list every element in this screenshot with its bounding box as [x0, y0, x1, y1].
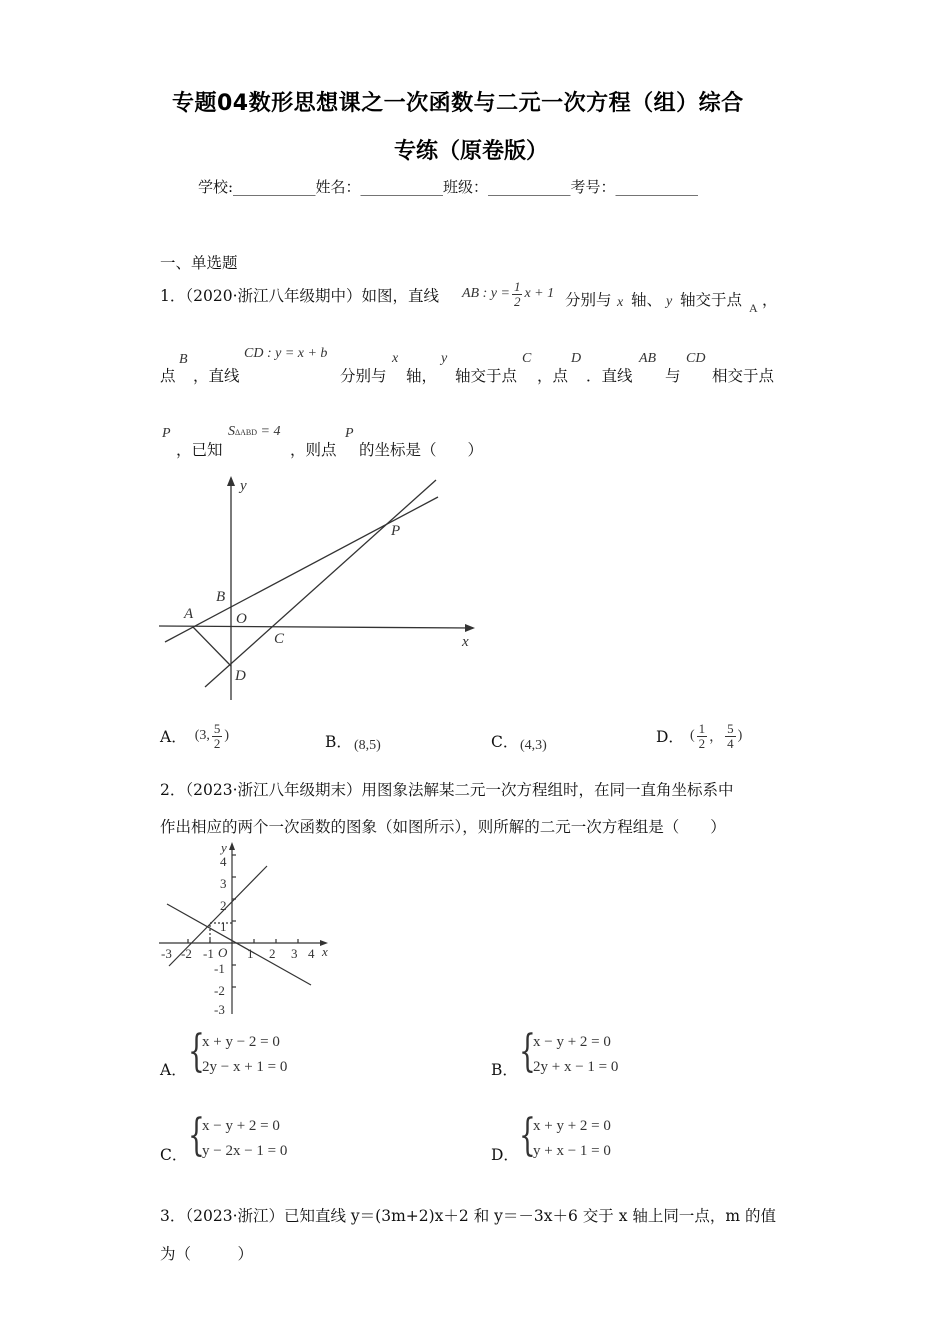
question-3-line1 — [160, 1204, 776, 1226]
option-a-close: ) — [224, 728, 230, 743]
fraction-denominator: 2 — [213, 735, 221, 751]
q1-text: ，直线 — [193, 367, 240, 385]
y-tick-label: 4 — [220, 854, 227, 869]
y-tick-label: 2 — [220, 898, 227, 913]
x-axis-arrow — [465, 624, 475, 632]
option-d-open: ( — [689, 728, 695, 743]
brace-icon: { — [519, 1026, 536, 1077]
question-source: （2020·浙江八年级期中） — [185, 287, 362, 305]
q1-figure — [155, 470, 485, 705]
var-y: y — [666, 294, 673, 309]
x-tick-label: 4 — [308, 946, 315, 961]
option-letter: A． — [160, 728, 187, 746]
option-d[interactable]: D． — [491, 1146, 519, 1164]
y-tick-label: -2 — [214, 983, 225, 998]
x-tick-label: -1 — [203, 946, 214, 961]
section-heading: 一、单选题 — [160, 254, 238, 272]
x-axis — [159, 626, 473, 628]
question-3-line2: 为（ ） — [160, 1245, 254, 1263]
option-letter: D． — [656, 728, 684, 746]
q1-text: 轴交于点 — [680, 291, 743, 309]
q1-text: 与 — [665, 367, 681, 385]
q1-text: 的坐标是（ ） — [359, 441, 484, 459]
system-eq-1: x − y + 2 = 0 — [202, 1118, 280, 1134]
equation-ab-right: x + 1 — [524, 286, 555, 301]
fraction-numerator: 5 — [727, 720, 734, 736]
system-eq-2: y − 2x − 1 = 0 — [202, 1143, 288, 1159]
system-eq-1: x − y + 2 = 0 — [533, 1034, 611, 1050]
question-2-line1 — [160, 778, 734, 800]
y-axis-arrow — [227, 476, 235, 486]
brace-icon: { — [188, 1110, 205, 1161]
option-a-fraction — [212, 722, 223, 751]
question-number: 3． — [160, 1207, 186, 1225]
fraction-numerator: 5 — [213, 720, 221, 736]
line-ab — [165, 497, 438, 642]
option-d-separator: ， — [709, 730, 724, 745]
fig-label-x: x — [462, 634, 469, 650]
equation-ab-left: AB : y = — [462, 286, 510, 301]
option-a[interactable] — [160, 716, 229, 756]
y-tick-label: -1 — [214, 961, 225, 976]
fig-label-b: B — [216, 589, 226, 605]
q1-text: 轴交于点 — [455, 367, 518, 385]
area-symbol: S — [228, 424, 235, 439]
question-source: （2023·浙江） — [185, 1207, 284, 1225]
option-b[interactable] — [325, 730, 352, 752]
q1-text: ，则点 — [290, 441, 337, 459]
x-tick-label: 3 — [291, 946, 298, 961]
point-d-label: D — [571, 351, 582, 366]
graph-line-2 — [167, 904, 311, 985]
point-p-label: P — [345, 426, 354, 441]
fraction-numerator: 1 — [698, 720, 706, 736]
q1-text: 点 — [160, 367, 176, 385]
system-eq-2: y + x − 1 = 0 — [533, 1143, 611, 1159]
area-subscript: ΔABD — [235, 428, 258, 437]
x-tick-label: -3 — [161, 946, 172, 961]
system-eq-1: x + y + 2 = 0 — [533, 1118, 611, 1134]
question-number: 2． — [160, 781, 186, 799]
fig-label-o: O — [236, 611, 247, 627]
fraction-half — [512, 280, 523, 309]
area-condition — [228, 424, 281, 440]
q1-text: 分别与 — [565, 291, 612, 309]
fraction-denominator: 2 — [698, 735, 706, 751]
question-2-line2: 作出相应的两个一次函数的图象（如图所示），则所解的二元一次方程组是（ ） — [160, 818, 726, 836]
q1-text: ．直线 — [586, 367, 633, 385]
page-title-line1: 专题04数形思想课之一次函数与二元一次方程（组）综合 — [172, 91, 744, 116]
option-d-system — [519, 1110, 629, 1166]
option-letter: B． — [325, 733, 352, 751]
q1-text: 分别与 — [340, 367, 387, 385]
question-1-line1 — [160, 284, 439, 324]
option-a-open: ( — [194, 728, 200, 743]
q1-text: ， — [762, 291, 778, 309]
equation-cd: CD : y = x + b — [244, 346, 328, 361]
option-b[interactable]: B． — [491, 1061, 518, 1079]
fig-label-c: C — [274, 631, 285, 647]
line-ab-label: AB — [639, 351, 657, 366]
fig-label-origin: O — [218, 945, 228, 960]
line-cd-label: CD — [686, 351, 706, 366]
option-a-value: 3, — [199, 728, 210, 743]
option-c-system — [188, 1110, 298, 1166]
y-tick-label: 1 — [220, 919, 227, 934]
var-y: y — [441, 351, 448, 366]
var-x: x — [617, 295, 624, 310]
y-tick-label: -3 — [214, 1002, 225, 1017]
equation-ab — [462, 272, 554, 316]
system-eq-2: 2y + x − 1 = 0 — [533, 1059, 619, 1075]
student-info-line: 学校:___________姓名：___________班级：___________考号：___________ — [198, 178, 699, 196]
area-value: = 4 — [260, 424, 281, 439]
y-tick-label: 3 — [220, 876, 227, 891]
q1-text: 相交于点 — [712, 367, 775, 385]
option-d[interactable] — [656, 716, 742, 756]
fig-label-y: y — [221, 840, 227, 855]
system-eq-2: 2y − x + 1 = 0 — [202, 1059, 288, 1075]
x-tick-label: -2 — [181, 946, 192, 961]
q2-figure — [155, 838, 335, 1018]
fig-label-d: D — [235, 668, 246, 684]
point-a-label: A — [749, 301, 758, 315]
x-tick-label: 2 — [269, 946, 276, 961]
q1-text: ，已知 — [176, 441, 223, 459]
option-a[interactable]: A． — [160, 1061, 187, 1079]
option-c-value: (4,3) — [520, 738, 547, 753]
y-axis-arrow — [229, 842, 235, 850]
q1-text: 轴、 — [631, 291, 663, 309]
fig-label-a: A — [184, 606, 194, 622]
question-number: 1． — [160, 287, 186, 305]
line-cd — [205, 480, 436, 687]
point-p-label: P — [162, 426, 171, 441]
option-a-system — [188, 1026, 298, 1082]
x-tick-label: 1 — [247, 946, 254, 961]
brace-icon: { — [188, 1026, 205, 1077]
segment-ad — [193, 627, 231, 666]
fraction-numerator: 1 — [513, 278, 521, 294]
system-eq-1: x + y − 2 = 0 — [202, 1034, 280, 1050]
fig-label-x: x — [322, 944, 328, 959]
question-text: 用图象法解某二元一次方程组时，在同一直角坐标系中 — [361, 781, 734, 799]
fig-label-p: P — [391, 523, 401, 539]
fig-label-y: y — [240, 478, 247, 494]
option-c[interactable]: C． — [160, 1146, 188, 1164]
option-letter: C． — [491, 733, 519, 751]
var-x: x — [392, 351, 399, 366]
question-source: （2023·浙江八年级期末） — [185, 781, 362, 799]
q1-text: 如图，直线 — [361, 287, 440, 305]
question-text: 已知直线 y＝(3m+2)x＋2 和 y＝－3x＋6 交于 x 轴上同一点，m 的值 — [284, 1207, 777, 1225]
option-b-value: (8,5) — [354, 738, 381, 753]
brace-icon: { — [519, 1110, 536, 1161]
option-c[interactable] — [491, 730, 518, 752]
option-d-fraction-1 — [697, 722, 708, 751]
point-b-label: B — [179, 352, 188, 367]
option-d-fraction-2 — [725, 722, 736, 751]
option-b-system — [519, 1026, 629, 1082]
point-c-label: C — [522, 351, 532, 366]
option-d-close: ) — [737, 728, 743, 743]
q1-text: 轴， — [406, 367, 438, 385]
page-title-line2: 专练（原卷版） — [394, 139, 549, 164]
q1-text: ，点 — [537, 367, 569, 385]
fraction-denominator: 2 — [513, 293, 521, 309]
fraction-denominator: 4 — [727, 735, 734, 751]
